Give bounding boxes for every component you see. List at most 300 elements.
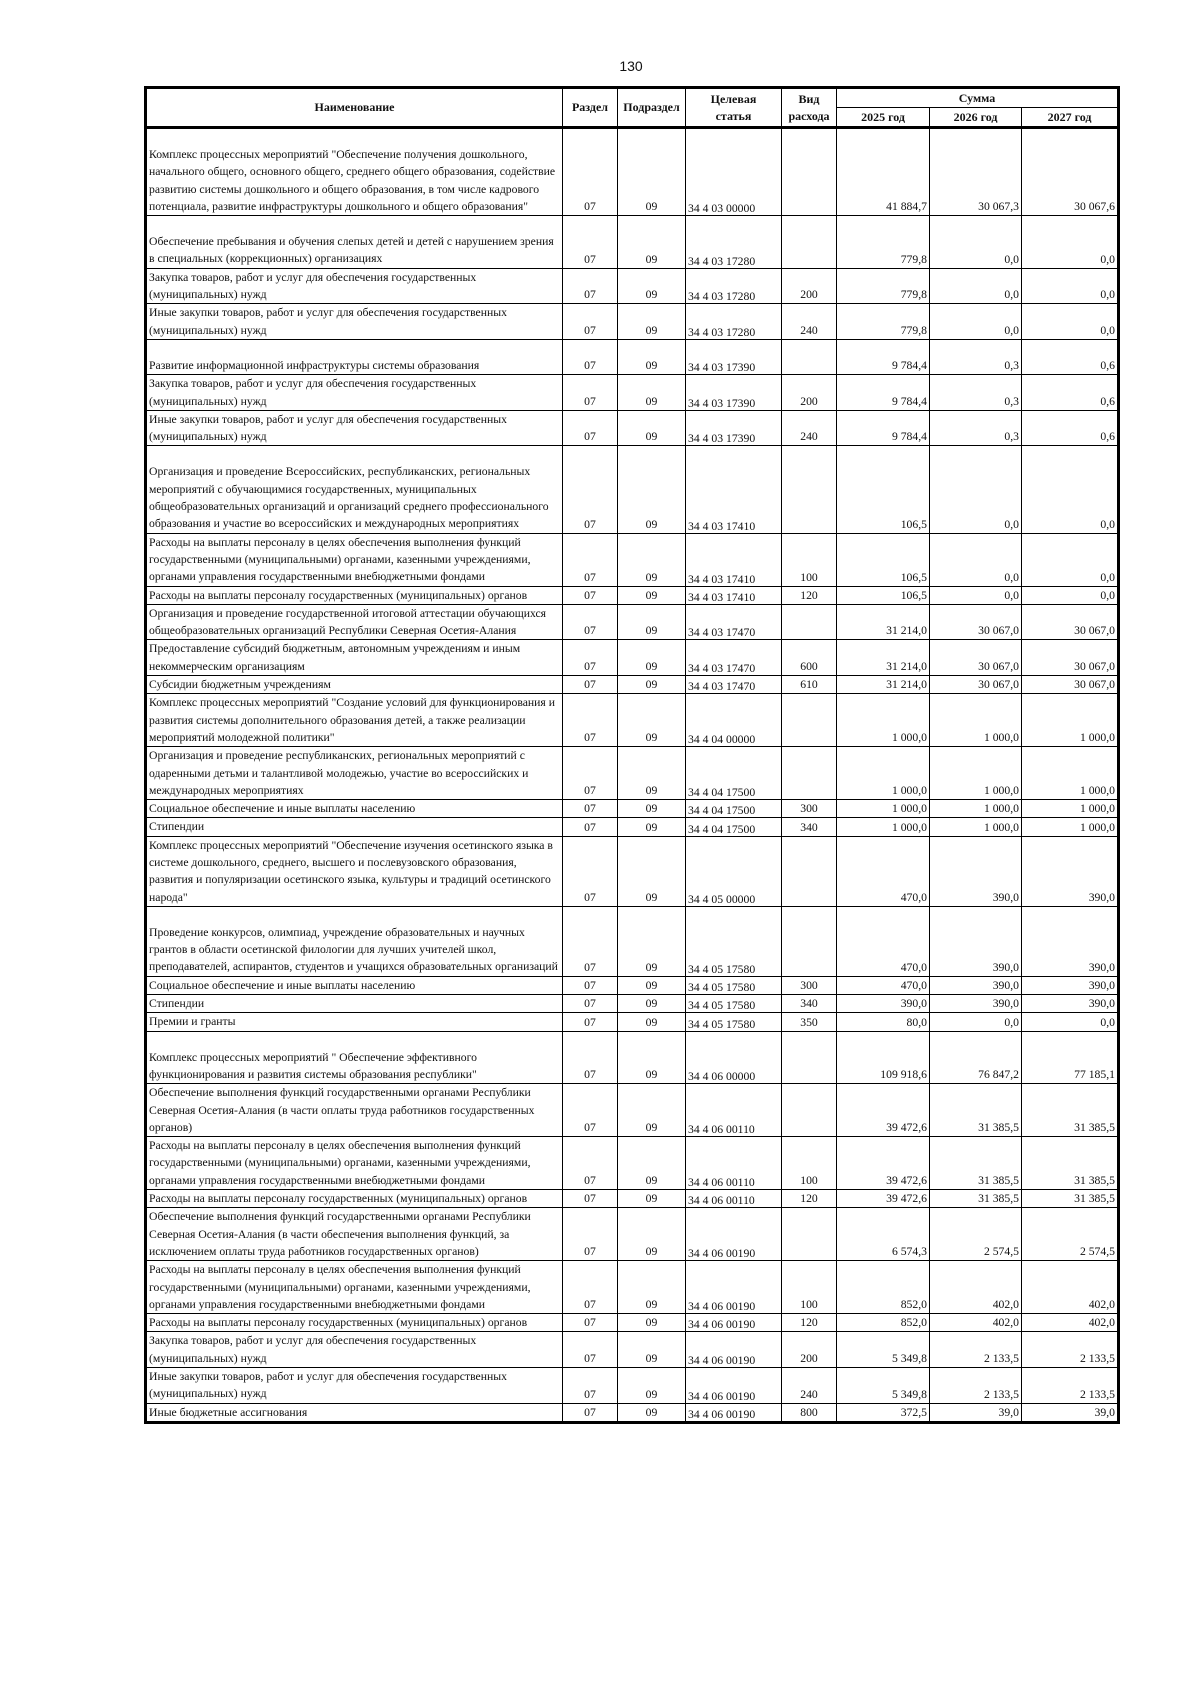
cell-name: Обеспечение выполнения функций государственными органами Республики Северная Осетия-Алания (в части обеспечения выполнения функций, за исключением оплаты труда работников государственных органов) xyxy=(146,1208,563,1261)
header-target xyxy=(686,88,782,128)
cell-2027: 0,0 xyxy=(1022,446,1119,533)
cell-name: Обеспечение пребывания и обучения слепых детей и детей с нарушением зрения в специальных (коррекционных) организациях xyxy=(146,216,563,269)
cell-2027: 1 000,0 xyxy=(1022,694,1119,747)
cell-target: 34 4 03 17410 xyxy=(686,586,782,604)
cell-subsection: 09 xyxy=(618,268,686,304)
table-row xyxy=(146,1013,1119,1031)
header-year-2026: 2026 год xyxy=(930,108,1022,128)
cell-subsection: 09 xyxy=(618,128,686,216)
cell-2025: 39 472,6 xyxy=(837,1084,930,1137)
cell-2026: 30 067,0 xyxy=(930,676,1022,694)
cell-2026: 0,0 xyxy=(930,304,1022,340)
cell-2025: 109 918,6 xyxy=(837,1031,930,1084)
cell-2026: 30 067,0 xyxy=(930,604,1022,640)
cell-2027: 2 133,5 xyxy=(1022,1332,1119,1368)
cell-section: 07 xyxy=(563,995,618,1013)
cell-target: 34 4 03 17280 xyxy=(686,216,782,269)
cell-target: 34 4 05 17580 xyxy=(686,1013,782,1031)
cell-subsection: 09 xyxy=(618,1332,686,1368)
cell-2026: 390,0 xyxy=(930,976,1022,994)
cell-name: Организация и проведение государственной итоговой аттестации обучающихся общеобразовательных организаций Республики Северная Осетия-Алания xyxy=(146,604,563,640)
cell-2025: 779,8 xyxy=(837,304,930,340)
cell-section: 07 xyxy=(563,339,618,374)
cell-2025: 779,8 xyxy=(837,216,930,269)
cell-section: 07 xyxy=(563,446,618,533)
cell-expense xyxy=(782,339,837,374)
cell-expense: 300 xyxy=(782,976,837,994)
cell-2025: 372,5 xyxy=(837,1403,930,1422)
cell-2027: 2 574,5 xyxy=(1022,1208,1119,1261)
cell-name: Расходы на выплаты персоналу в целях обеспечения выполнения функций государственными (муниципальными) органами, казенными учреждениями, органами управления государственными внебюджетными фондами xyxy=(146,533,563,586)
cell-2026: 30 067,3 xyxy=(930,128,1022,216)
cell-name: Обеспечение выполнения функций государственными органами Республики Северная Осетия-Алания (в части оплаты труда работников государственных органов) xyxy=(146,1084,563,1137)
table-row xyxy=(146,800,1119,818)
cell-name: Предоставление субсидий бюджетным, автономным учреждениям и иным некоммерческим организациям xyxy=(146,640,563,676)
cell-2027: 30 067,0 xyxy=(1022,640,1119,676)
cell-subsection: 09 xyxy=(618,976,686,994)
table-row xyxy=(146,586,1119,604)
cell-expense: 100 xyxy=(782,1137,837,1190)
cell-2027: 30 067,0 xyxy=(1022,604,1119,640)
cell-target: 34 4 05 00000 xyxy=(686,836,782,906)
cell-section: 07 xyxy=(563,694,618,747)
cell-2026: 390,0 xyxy=(930,995,1022,1013)
cell-section: 07 xyxy=(563,676,618,694)
cell-subsection: 09 xyxy=(618,676,686,694)
cell-expense: 200 xyxy=(782,1332,837,1368)
cell-2027: 30 067,0 xyxy=(1022,676,1119,694)
cell-subsection: 09 xyxy=(618,1137,686,1190)
table-row xyxy=(146,1208,1119,1261)
header-name: Наименование xyxy=(146,88,563,128)
cell-2027: 0,0 xyxy=(1022,1013,1119,1031)
cell-section: 07 xyxy=(563,836,618,906)
header-expense-line2: расхода xyxy=(788,108,830,123)
cell-target: 34 4 05 17580 xyxy=(686,976,782,994)
cell-subsection: 09 xyxy=(618,1368,686,1404)
table-row xyxy=(146,818,1119,836)
cell-subsection: 09 xyxy=(618,836,686,906)
table-row xyxy=(146,1368,1119,1404)
cell-2025: 106,5 xyxy=(837,533,930,586)
cell-2025: 779,8 xyxy=(837,268,930,304)
cell-2025: 470,0 xyxy=(837,976,930,994)
cell-2025: 470,0 xyxy=(837,836,930,906)
table-row xyxy=(146,604,1119,640)
cell-2027: 2 133,5 xyxy=(1022,1368,1119,1404)
cell-2026: 1 000,0 xyxy=(930,747,1022,800)
cell-target: 34 4 04 17500 xyxy=(686,818,782,836)
cell-2025: 106,5 xyxy=(837,446,930,533)
cell-expense: 240 xyxy=(782,304,837,340)
table-row xyxy=(146,446,1119,533)
cell-2026: 1 000,0 xyxy=(930,694,1022,747)
cell-expense: 200 xyxy=(782,268,837,304)
cell-expense xyxy=(782,747,837,800)
cell-2026: 0,0 xyxy=(930,586,1022,604)
table-row xyxy=(146,268,1119,304)
cell-target: 34 4 04 17500 xyxy=(686,747,782,800)
cell-2025: 9 784,4 xyxy=(837,339,930,374)
cell-2027: 1 000,0 xyxy=(1022,800,1119,818)
cell-2027: 0,0 xyxy=(1022,533,1119,586)
cell-2027: 0,6 xyxy=(1022,410,1119,446)
page-number: 130 xyxy=(619,58,643,74)
cell-2025: 106,5 xyxy=(837,586,930,604)
cell-name: Комплекс процессных мероприятий "Обеспечение получения дошкольного, начального общего, основного общего, среднего общего образования, содействие развитию системы дошкольного и общего образования, в том числе кадрового потенциала, развитие инфраструктуры дошкольного и общего образования" xyxy=(146,128,563,216)
cell-2026: 31 385,5 xyxy=(930,1084,1022,1137)
cell-2026: 2 133,5 xyxy=(930,1332,1022,1368)
cell-2025: 852,0 xyxy=(837,1314,930,1332)
table-row xyxy=(146,128,1119,216)
cell-expense: 100 xyxy=(782,533,837,586)
table-row xyxy=(146,836,1119,906)
cell-2025: 39 472,6 xyxy=(837,1190,930,1208)
cell-section: 07 xyxy=(563,1208,618,1261)
cell-subsection: 09 xyxy=(618,1084,686,1137)
cell-target: 34 4 03 00000 xyxy=(686,128,782,216)
cell-2027: 390,0 xyxy=(1022,976,1119,994)
cell-target: 34 4 03 17390 xyxy=(686,339,782,374)
cell-section: 07 xyxy=(563,1013,618,1031)
cell-2026: 31 385,5 xyxy=(930,1137,1022,1190)
cell-target: 34 4 06 00190 xyxy=(686,1314,782,1332)
table-body xyxy=(146,128,1119,1423)
cell-section: 07 xyxy=(563,375,618,411)
cell-target: 34 4 06 00110 xyxy=(686,1084,782,1137)
cell-expense: 350 xyxy=(782,1013,837,1031)
cell-2025: 80,0 xyxy=(837,1013,930,1031)
cell-subsection: 09 xyxy=(618,586,686,604)
cell-expense: 120 xyxy=(782,586,837,604)
cell-subsection: 09 xyxy=(618,906,686,976)
cell-2027: 31 385,5 xyxy=(1022,1137,1119,1190)
cell-target: 34 4 06 00190 xyxy=(686,1261,782,1314)
header-target-line1: Целевая xyxy=(710,91,757,106)
cell-name: Комплекс процессных мероприятий "Создание условий для функционирования и развития системы дополнительного образования детей, а также реализации мероприятий молодежной политики" xyxy=(146,694,563,747)
cell-2025: 39 472,6 xyxy=(837,1137,930,1190)
table-row xyxy=(146,339,1119,374)
cell-2027: 0,6 xyxy=(1022,339,1119,374)
table-row xyxy=(146,1261,1119,1314)
cell-2025: 5 349,8 xyxy=(837,1332,930,1368)
cell-name: Стипендии xyxy=(146,995,563,1013)
cell-2027: 390,0 xyxy=(1022,995,1119,1013)
table-row xyxy=(146,976,1119,994)
cell-2026: 1 000,0 xyxy=(930,800,1022,818)
cell-2025: 31 214,0 xyxy=(837,676,930,694)
cell-expense: 240 xyxy=(782,410,837,446)
table-row xyxy=(146,410,1119,446)
cell-section: 07 xyxy=(563,1332,618,1368)
cell-subsection: 09 xyxy=(618,640,686,676)
cell-2025: 41 884,7 xyxy=(837,128,930,216)
cell-name: Комплекс процессных мероприятий "Обеспечение изучения осетинского языка в системе дошкольного, среднего, высшего и послевузовского образования, развития и популяризации осетинского языка, культуры и традиций осетинского народа" xyxy=(146,836,563,906)
cell-name: Закупка товаров, работ и услуг для обеспечения государственных (муниципальных) нужд xyxy=(146,1332,563,1368)
cell-expense: 600 xyxy=(782,640,837,676)
cell-section: 07 xyxy=(563,818,618,836)
cell-target: 34 4 03 17470 xyxy=(686,676,782,694)
cell-target: 34 4 06 00190 xyxy=(686,1403,782,1422)
cell-2027: 1 000,0 xyxy=(1022,818,1119,836)
cell-section: 07 xyxy=(563,1084,618,1137)
cell-name: Закупка товаров, работ и услуг для обеспечения государственных (муниципальных) нужд xyxy=(146,375,563,411)
cell-name: Стипендии xyxy=(146,818,563,836)
cell-2026: 402,0 xyxy=(930,1314,1022,1332)
cell-2026: 390,0 xyxy=(930,906,1022,976)
cell-subsection: 09 xyxy=(618,1013,686,1031)
cell-section: 07 xyxy=(563,304,618,340)
cell-target: 34 4 04 00000 xyxy=(686,694,782,747)
cell-2027: 31 385,5 xyxy=(1022,1084,1119,1137)
cell-section: 07 xyxy=(563,1261,618,1314)
cell-target: 34 4 03 17410 xyxy=(686,446,782,533)
cell-expense xyxy=(782,836,837,906)
cell-subsection: 09 xyxy=(618,304,686,340)
cell-subsection: 09 xyxy=(618,604,686,640)
cell-2025: 470,0 xyxy=(837,906,930,976)
cell-section: 07 xyxy=(563,586,618,604)
cell-subsection: 09 xyxy=(618,1261,686,1314)
table-row xyxy=(146,1137,1119,1190)
header-section: Раздел xyxy=(563,88,618,128)
cell-expense xyxy=(782,604,837,640)
table-header xyxy=(146,88,1119,128)
cell-subsection: 09 xyxy=(618,375,686,411)
cell-subsection: 09 xyxy=(618,339,686,374)
cell-2027: 0,6 xyxy=(1022,375,1119,411)
cell-target: 34 4 03 17470 xyxy=(686,640,782,676)
cell-subsection: 09 xyxy=(618,1031,686,1084)
cell-section: 07 xyxy=(563,533,618,586)
budget-table xyxy=(144,86,1120,1424)
cell-2027: 77 185,1 xyxy=(1022,1031,1119,1084)
cell-name: Премии и гранты xyxy=(146,1013,563,1031)
table-row xyxy=(146,1031,1119,1084)
cell-subsection: 09 xyxy=(618,747,686,800)
cell-target: 34 4 06 00190 xyxy=(686,1208,782,1261)
cell-subsection: 09 xyxy=(618,995,686,1013)
cell-subsection: 09 xyxy=(618,410,686,446)
cell-2027: 390,0 xyxy=(1022,836,1119,906)
cell-name: Расходы на выплаты персоналу государственных (муниципальных) органов xyxy=(146,586,563,604)
cell-section: 07 xyxy=(563,216,618,269)
table-row xyxy=(146,640,1119,676)
cell-section: 07 xyxy=(563,976,618,994)
cell-section: 07 xyxy=(563,604,618,640)
table-row xyxy=(146,1403,1119,1422)
header-subsection: Подраздел xyxy=(618,88,686,128)
cell-subsection: 09 xyxy=(618,1190,686,1208)
cell-section: 07 xyxy=(563,1403,618,1422)
cell-expense: 120 xyxy=(782,1314,837,1332)
cell-2026: 390,0 xyxy=(930,836,1022,906)
cell-name: Комплекс процессных мероприятий " Обеспечение эффективного функционирования и развития системы образования республики" xyxy=(146,1031,563,1084)
table-row xyxy=(146,694,1119,747)
cell-2027: 1 000,0 xyxy=(1022,747,1119,800)
cell-section: 07 xyxy=(563,1368,618,1404)
cell-2026: 0,0 xyxy=(930,216,1022,269)
cell-expense xyxy=(782,1084,837,1137)
cell-expense xyxy=(782,1208,837,1261)
table-row xyxy=(146,676,1119,694)
table-row xyxy=(146,1084,1119,1137)
cell-expense xyxy=(782,1031,837,1084)
cell-section: 07 xyxy=(563,268,618,304)
table-row xyxy=(146,995,1119,1013)
cell-2026: 30 067,0 xyxy=(930,640,1022,676)
cell-2026: 1 000,0 xyxy=(930,818,1022,836)
cell-2027: 0,0 xyxy=(1022,304,1119,340)
cell-target: 34 4 05 17580 xyxy=(686,906,782,976)
cell-subsection: 09 xyxy=(618,818,686,836)
cell-2027: 0,0 xyxy=(1022,268,1119,304)
cell-2026: 2 133,5 xyxy=(930,1368,1022,1404)
cell-2026: 0,3 xyxy=(930,339,1022,374)
cell-section: 07 xyxy=(563,640,618,676)
cell-2025: 31 214,0 xyxy=(837,604,930,640)
cell-name: Расходы на выплаты персоналу государственных (муниципальных) органов xyxy=(146,1190,563,1208)
cell-name: Расходы на выплаты персоналу в целях обеспечения выполнения функций государственными (муниципальными) органами, казенными учреждениями, органами управления государственными внебюджетными фондами xyxy=(146,1261,563,1314)
cell-section: 07 xyxy=(563,1190,618,1208)
cell-section: 07 xyxy=(563,1137,618,1190)
cell-2027: 39,0 xyxy=(1022,1403,1119,1422)
cell-expense xyxy=(782,128,837,216)
cell-subsection: 09 xyxy=(618,216,686,269)
cell-2026: 39,0 xyxy=(930,1403,1022,1422)
cell-subsection: 09 xyxy=(618,1208,686,1261)
cell-name: Закупка товаров, работ и услуг для обеспечения государственных (муниципальных) нужд xyxy=(146,268,563,304)
cell-target: 34 4 06 00110 xyxy=(686,1190,782,1208)
cell-name: Расходы на выплаты персоналу государственных (муниципальных) органов xyxy=(146,1314,563,1332)
header-target-line2: статья xyxy=(715,108,752,123)
header-expense xyxy=(782,88,837,128)
cell-2026: 0,0 xyxy=(930,533,1022,586)
cell-target: 34 4 06 00110 xyxy=(686,1137,782,1190)
header-sum: Сумма xyxy=(837,88,1119,108)
cell-2027: 31 385,5 xyxy=(1022,1190,1119,1208)
table-row xyxy=(146,304,1119,340)
cell-name: Иные закупки товаров, работ и услуг для обеспечения государственных (муниципальных) нужд xyxy=(146,410,563,446)
cell-expense: 610 xyxy=(782,676,837,694)
cell-2026: 31 385,5 xyxy=(930,1190,1022,1208)
cell-subsection: 09 xyxy=(618,1403,686,1422)
cell-expense: 120 xyxy=(782,1190,837,1208)
cell-target: 34 4 03 17470 xyxy=(686,604,782,640)
cell-section: 07 xyxy=(563,1031,618,1084)
table-row xyxy=(146,747,1119,800)
cell-expense: 240 xyxy=(782,1368,837,1404)
cell-expense: 200 xyxy=(782,375,837,411)
table-row xyxy=(146,216,1119,269)
cell-name: Социальное обеспечение и иные выплаты населению xyxy=(146,800,563,818)
header-year-2025: 2025 год xyxy=(837,108,930,128)
cell-section: 07 xyxy=(563,128,618,216)
table-row xyxy=(146,1190,1119,1208)
table-row xyxy=(146,906,1119,976)
cell-name: Социальное обеспечение и иные выплаты населению xyxy=(146,976,563,994)
cell-name: Организация и проведение республиканских, региональных мероприятий с одаренными детьми и талантливой молодежью, участие во всероссийских и международных мероприятиях xyxy=(146,747,563,800)
cell-target: 34 4 05 17580 xyxy=(686,995,782,1013)
table-row xyxy=(146,375,1119,411)
cell-expense: 100 xyxy=(782,1261,837,1314)
cell-2027: 402,0 xyxy=(1022,1314,1119,1332)
cell-2026: 0,3 xyxy=(930,375,1022,411)
cell-name: Иные закупки товаров, работ и услуг для обеспечения государственных (муниципальных) нужд xyxy=(146,304,563,340)
cell-section: 07 xyxy=(563,747,618,800)
cell-expense: 300 xyxy=(782,800,837,818)
cell-expense: 340 xyxy=(782,995,837,1013)
cell-section: 07 xyxy=(563,410,618,446)
cell-expense: 800 xyxy=(782,1403,837,1422)
cell-expense xyxy=(782,216,837,269)
cell-section: 07 xyxy=(563,1314,618,1332)
cell-2027: 402,0 xyxy=(1022,1261,1119,1314)
cell-subsection: 09 xyxy=(618,533,686,586)
cell-2026: 0,3 xyxy=(930,410,1022,446)
cell-name: Иные закупки товаров, работ и услуг для обеспечения государственных (муниципальных) нужд xyxy=(146,1368,563,1404)
cell-2027: 390,0 xyxy=(1022,906,1119,976)
cell-name: Организация и проведение Всероссийских, республиканских, региональных мероприятий с обучающимися государственных, муниципальных общеобразовательных организаций и организаций среднего профессионального образования и участие во всероссийских и международных мероприятиях xyxy=(146,446,563,533)
cell-name: Расходы на выплаты персоналу в целях обеспечения выполнения функций государственными (муниципальными) органами, казенными учреждениями, органами управления государственными внебюджетными фондами xyxy=(146,1137,563,1190)
cell-expense xyxy=(782,446,837,533)
cell-2026: 76 847,2 xyxy=(930,1031,1022,1084)
cell-name: Проведение конкурсов, олимпиад, учреждение образовательных и научных грантов в области осетинской филологии для лучших учителей школ, преподавателей, аспирантов, студентов и учащихся образовательных организаций xyxy=(146,906,563,976)
cell-2025: 1 000,0 xyxy=(837,818,930,836)
cell-section: 07 xyxy=(563,906,618,976)
cell-target: 34 4 04 17500 xyxy=(686,800,782,818)
cell-2025: 1 000,0 xyxy=(837,800,930,818)
cell-2025: 852,0 xyxy=(837,1261,930,1314)
header-expense-line1: Вид xyxy=(798,91,820,106)
table-row xyxy=(146,1332,1119,1368)
cell-name: Иные бюджетные ассигнования xyxy=(146,1403,563,1422)
cell-2025: 31 214,0 xyxy=(837,640,930,676)
cell-target: 34 4 06 00190 xyxy=(686,1368,782,1404)
cell-2026: 0,0 xyxy=(930,446,1022,533)
cell-2026: 402,0 xyxy=(930,1261,1022,1314)
cell-target: 34 4 03 17390 xyxy=(686,375,782,411)
cell-expense: 340 xyxy=(782,818,837,836)
table-row xyxy=(146,1314,1119,1332)
cell-expense xyxy=(782,906,837,976)
cell-2025: 1 000,0 xyxy=(837,694,930,747)
cell-subsection: 09 xyxy=(618,1314,686,1332)
header-year-2027: 2027 год xyxy=(1022,108,1119,128)
cell-2027: 30 067,6 xyxy=(1022,128,1119,216)
cell-2026: 2 574,5 xyxy=(930,1208,1022,1261)
table-row xyxy=(146,533,1119,586)
cell-2026: 0,0 xyxy=(930,1013,1022,1031)
cell-subsection: 09 xyxy=(618,446,686,533)
cell-target: 34 4 06 00190 xyxy=(686,1332,782,1368)
cell-name: Субсидии бюджетным учреждениям xyxy=(146,676,563,694)
cell-2025: 9 784,4 xyxy=(837,375,930,411)
cell-name: Развитие информационной инфраструктуры системы образования xyxy=(146,339,563,374)
cell-2025: 1 000,0 xyxy=(837,747,930,800)
cell-2026: 0,0 xyxy=(930,268,1022,304)
cell-2025: 6 574,3 xyxy=(837,1208,930,1261)
cell-target: 34 4 03 17280 xyxy=(686,304,782,340)
cell-subsection: 09 xyxy=(618,694,686,747)
cell-expense xyxy=(782,694,837,747)
cell-target: 34 4 03 17410 xyxy=(686,533,782,586)
cell-section: 07 xyxy=(563,800,618,818)
cell-2025: 5 349,8 xyxy=(837,1368,930,1404)
cell-target: 34 4 06 00000 xyxy=(686,1031,782,1084)
cell-target: 34 4 03 17280 xyxy=(686,268,782,304)
cell-subsection: 09 xyxy=(618,800,686,818)
